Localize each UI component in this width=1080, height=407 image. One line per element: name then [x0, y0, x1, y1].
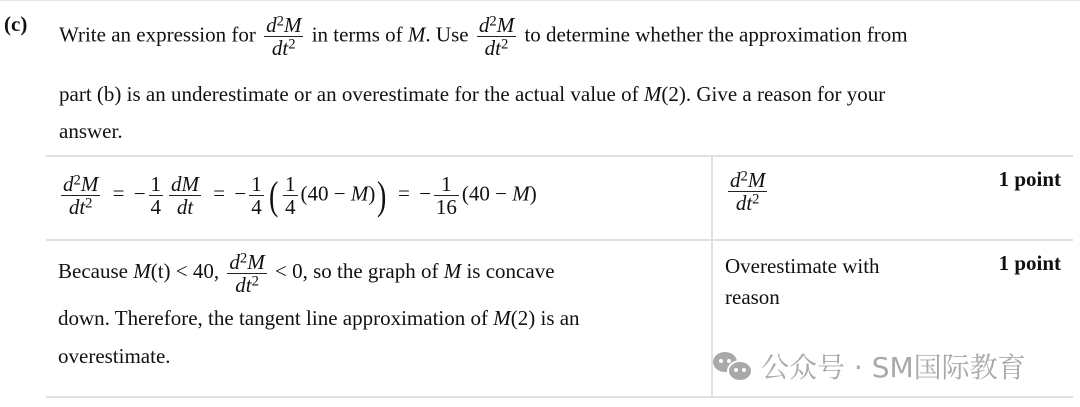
solution-line-3: overestimate. [58, 343, 171, 368]
criterion-text: Overestimate with reason [725, 254, 880, 309]
second-derivative-fraction: $\frac{d^2M}{dt^2}$ [478, 13, 515, 61]
prompt-line-2: part (b) is an underestimate or an overestimate for the actual value of M(2). Give a reason for your [59, 82, 886, 106]
watermark-text: 公众号 · SM国际教育 [761, 351, 1026, 384]
wechat-icon [713, 350, 753, 382]
prompt-line-3: answer. [59, 119, 123, 143]
prompt-line-1: Write an expression for $\frac{d^2M}{dt^2}$ in terms of M. Use $\frac{d^2M}{dt^2}$ to determine whether the approximation from [59, 13, 908, 61]
part-label: (c) [4, 12, 28, 36]
points-label: 1 point [998, 251, 1061, 275]
watermark [713, 346, 1026, 386]
solution-line-2: down. Therefore, the tangent line approximation of M(2) is an [58, 305, 580, 330]
solution-cell [46, 156, 712, 240]
second-derivative-fraction: $\frac{d^2M}{dt^2}$ [266, 13, 302, 61]
top-divider [0, 0, 1080, 1]
criterion-cell [712, 156, 1073, 240]
solution-line-1: Because M(t) < 40, $\frac{d^2M}{dt^2}$ < 0, so the graph of M is concave [58, 249, 555, 297]
points-label: 1 point [998, 167, 1061, 191]
solution-cell [46, 240, 712, 397]
rubric-row [46, 156, 1073, 240]
criterion-fraction: $\frac{d^2M}{dt^2}$ [730, 168, 766, 216]
second-derivative-equation: $\frac{d^2M}{dt^2}$ = − $\frac{1}{4}$ $\frac{dM}{dt}$ = − $\frac{1}{4}$ ( $\frac{1}{4}$ (40 − M)) = − $\frac{1}{16}$ (40 − M) [63, 172, 537, 220]
